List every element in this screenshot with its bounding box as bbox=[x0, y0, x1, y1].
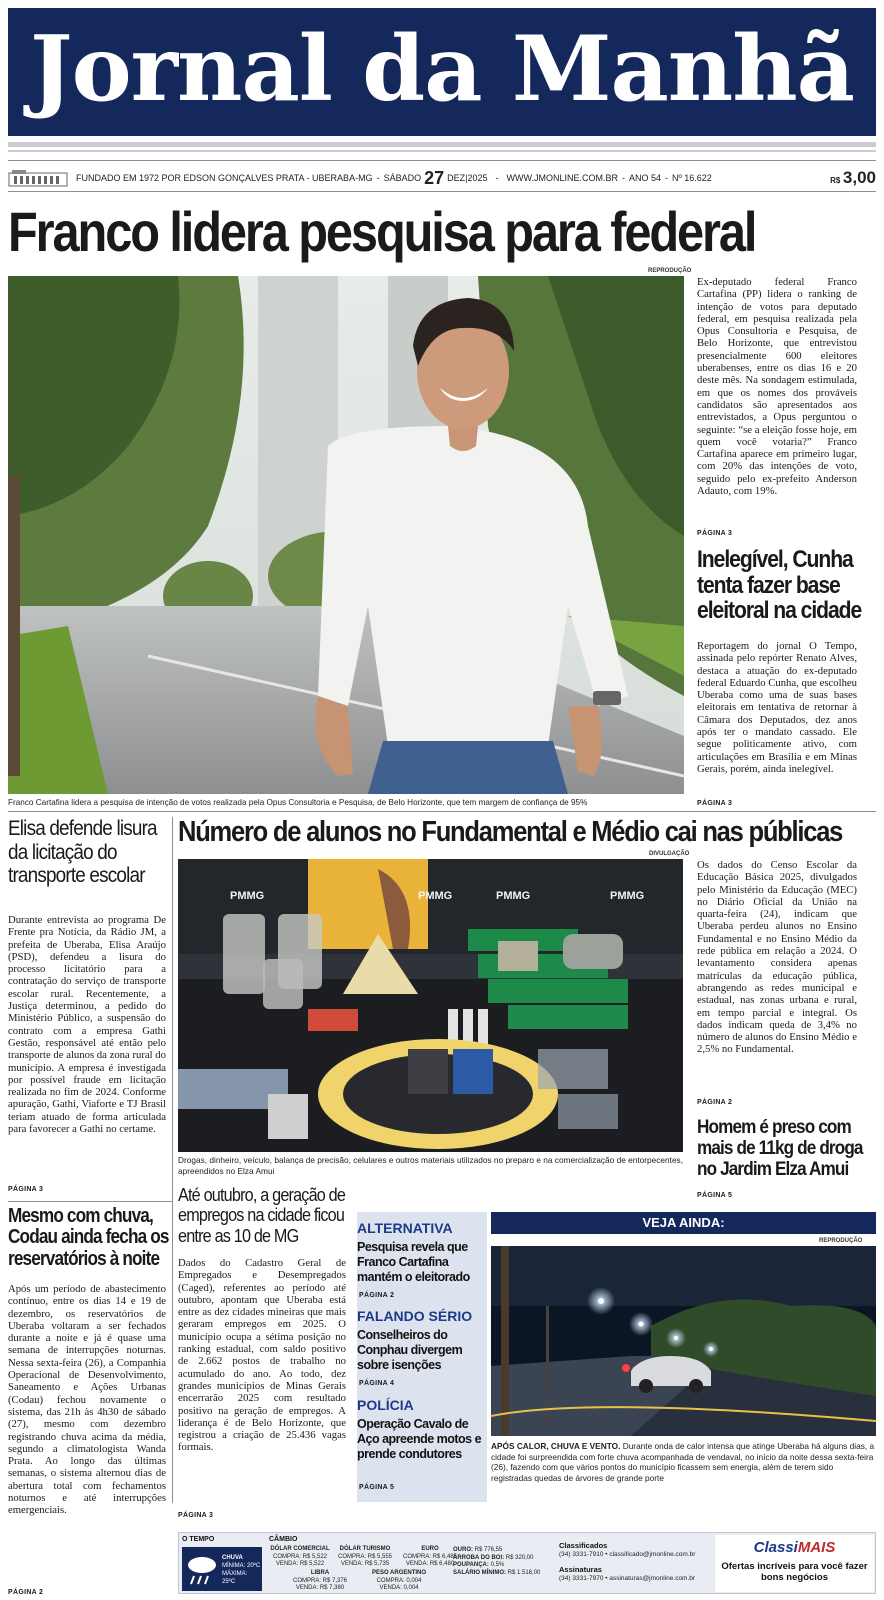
man-portrait-image bbox=[8, 276, 684, 794]
night-photo-credit: REPRODUÇÃO bbox=[819, 1238, 863, 1244]
night-photo-caption bbox=[491, 1441, 876, 1483]
teaser-section-alternativa[interactable]: ALTERNATIVA bbox=[357, 1220, 453, 1236]
teaser-section-falando-serio[interactable]: FALANDO SÉRIO bbox=[357, 1308, 473, 1324]
divider bbox=[8, 191, 876, 192]
subscriptions-label: Assinaturas bbox=[559, 1565, 602, 1574]
lead-photo[interactable] bbox=[8, 276, 684, 794]
codau-headline[interactable]: Mesmo com chuva, Codau ainda fecha os reservatórios à noite bbox=[8, 1205, 169, 1270]
divider bbox=[8, 811, 876, 812]
exchange-item: LIBRA COMPRA: R$ 7,376 VENDA: R$ 7,380 bbox=[292, 1570, 348, 1591]
elisa-body: Durante entrevista ao programa De Frente pra Notícia, da Rádio JM, a prefeita de Uberaba, Elisa Araújo (PSD), defendeu a lisura do processo licitatório para a contratação do serviço de transporte escolar rural. Recentemente, a Justiça determinou, a pedido do Ministério Público, a suspensão do contrato com a empresa Gathi Gestão, responsável até então pelo transporte de alunos da zona rural do município. A empresa é investigada por possível fraude em licitação realizada no fim de 2024. Conforme apuração, Gathi, Viaforte e TJ Brasil teriam atuado de forma articulada para favorecer a Gathi no certame. bbox=[8, 914, 166, 1136]
lead-body: Ex-deputado federal Franco Cartafina (PP) lidera o ranking de intenção de votos para deputado federal, em pesquisa realizada pela Opus Consultoria e Pesquisa, de Belo Horizonte, que entrevistou presencialmente 600 eleitores uberabenses, entre os dias 16 e 20 deste mês. Na sondagem estimulada, em que os nomes dos prováveis candidatos são apresentados aos entrevistados, a Opus perguntou o seguinte: “se a eleição fosse hoje, em quem você votaria?” Franco Cartafina aparece em primeiro lugar, com 20% das intenções de voto, seguido pelo ex-prefeito Anderson Adauto, com 19%. bbox=[697, 276, 857, 498]
weather-label: O TEMPO bbox=[182, 1536, 215, 1543]
lead-page-ref[interactable]: PÁGINA 3 bbox=[697, 530, 733, 537]
teaser-headline-falando-serio[interactable]: Conselheiros do Conphau divergem sobre isenções bbox=[357, 1328, 463, 1372]
teaser-page-ref[interactable]: PÁGINA 2 bbox=[359, 1292, 395, 1299]
teaser-headline-alternativa[interactable]: Pesquisa revela que Franco Cartafina mantém o eleitorado bbox=[357, 1240, 470, 1284]
alunos-page-ref[interactable]: PÁGINA 2 bbox=[697, 1099, 733, 1106]
drugs-photo[interactable] bbox=[178, 859, 683, 1152]
price-currency: R$ bbox=[830, 176, 841, 185]
founded-text: FUNDADO EM 1972 POR EDSON GONÇALVES PRATA - UBERABA-MG bbox=[76, 173, 373, 183]
classifieds-label: Classificados bbox=[559, 1541, 608, 1550]
weather-condition: CHUVA bbox=[222, 1555, 243, 1561]
classimais-tagline: Ofertas incríveis para você fazer bons negócios bbox=[721, 1561, 868, 1583]
codau-body: Após um período de abastecimento contínuo, entre os dias 14 e 19 de dezembro, os reservatórios de Uberaba voltaram a ser fechados durante a noite e já é quase uma semana de interrupções noturnas. Nessa sexta-feira (26), a Companhia Operacional de Desenvolvimento, Saneamento e Ações Urbanas (Codau) fechou novamente o sistema, das 21h às 4h30 de sábado (27), mesmo com dezembro registrando chuva acima da média, segundo a climatologista Wanda Prata. Ao longo das últimas semanas, o sistema alternou dias de abertura total com fechamentos noturnos e até interrupções emergenciais. bbox=[8, 1283, 166, 1517]
pmmg-banner-text: PMMG bbox=[610, 890, 645, 902]
indices: OURO: R$ 776,55 ARROBA DO BOI: R$ 320,00 POUPANÇA: 0,5% SALÁRIO MÍNIMO: R$ 1.518,00 bbox=[453, 1547, 541, 1576]
subscriptions-contact[interactable]: (34) 3331-7970 • assinaturas@jmonline.com.br bbox=[559, 1575, 696, 1582]
teaser-page-ref[interactable]: PÁGINA 4 bbox=[359, 1380, 395, 1387]
classifieds-contact[interactable]: (34) 3331-7910 • classificado@jmonline.com.br bbox=[559, 1551, 696, 1558]
month-year: DEZ|2025 bbox=[447, 173, 488, 183]
price bbox=[830, 168, 876, 188]
newspaper-title: Jornal da Manhã bbox=[29, 16, 854, 122]
empregos-headline[interactable]: Até outubro, a geração de empregos na cidade ficou entre as 10 de MG bbox=[178, 1185, 346, 1246]
seized-items-image bbox=[178, 859, 683, 1152]
classimais-ad[interactable] bbox=[715, 1535, 874, 1592]
pmmg-banner-text: PMMG bbox=[496, 890, 531, 902]
caption-text: Durante onda de calor intensa que atinge Uberaba há alguns dias, a cidade foi surpreendida com forte chuva acompanhada de vendaval, no início da noite dessa sexta-feira (26), fazendo com que vários pontos do município ficassem sem energia, além de terem sido registradas quedas de árvores de grande porte bbox=[491, 1441, 875, 1483]
divider bbox=[8, 1201, 172, 1202]
veja-ainda-banner: VEJA AINDA: bbox=[491, 1212, 876, 1234]
empregos-body: Dados do Cadastro Geral de Empregados e Desempregados (Caged), referentes ao período até outubro, apontam que Uberaba está entre as dez cidades mineiras que mais geraram empregos em 2025. O município ocupa a sétima posição no ranking estadual, com saldo positivo de 2.662 postos de trabalho no acumulado do ano. Ao todo, dez grandes municípios de Minas Gerais encerrarão 2025 com resultado positivo na geração de empregos. A liderança é de Belo Horizonte, que registrou a criação de 25.436 vagas formais. bbox=[178, 1257, 346, 1454]
building-icon bbox=[8, 169, 68, 187]
masthead-rule-thin bbox=[8, 150, 876, 152]
teaser-section-policia[interactable]: POLÍCIA bbox=[357, 1397, 414, 1413]
caption-lead: APÓS CALOR, CHUVA E VENTO. bbox=[491, 1441, 621, 1451]
section-teasers bbox=[357, 1212, 487, 1502]
exchange-item: DÓLAR COMERCIAL COMPRA: R$ 5,522 VENDA: R$ 5,522 bbox=[270, 1546, 330, 1567]
pmmg-banner-text: PMMG bbox=[230, 890, 265, 902]
masthead-rule bbox=[8, 142, 876, 147]
lead-headline[interactable]: Franco lidera pesquisa para federal bbox=[8, 200, 756, 263]
website[interactable]: WWW.JMONLINE.COM.BR bbox=[506, 173, 618, 183]
empregos-page-ref[interactable]: PÁGINA 3 bbox=[178, 1512, 214, 1519]
alunos-headline[interactable]: Número de alunos no Fundamental e Médio cai nas públicas bbox=[178, 816, 843, 848]
masthead bbox=[8, 8, 876, 136]
weather-min: MÍNIMA: 20ºC bbox=[222, 1563, 261, 1569]
exchange-item: PESO ARGENTINO COMPRA: 0,004 VENDA: 0,004 bbox=[371, 1570, 427, 1591]
divider bbox=[8, 160, 876, 161]
drugs-photo-credit: DIVULGAÇÃO bbox=[649, 851, 690, 857]
weather-max: MÁXIMA: 25ºC bbox=[222, 1571, 248, 1585]
exchange-label: CÂMBIO bbox=[269, 1536, 298, 1543]
rain-cloud-icon bbox=[185, 1551, 221, 1587]
elisa-page-ref[interactable]: PÁGINA 3 bbox=[8, 1186, 44, 1193]
day-number: 27 bbox=[424, 167, 445, 188]
price-value: 3,00 bbox=[842, 168, 876, 187]
lead-photo-caption: Franco Cartafina lidera a pesquisa de intenção de votos realizada pela Opus Consultoria e Pesquisa, de Belo Horizonte, que tem margem de confiança de 95% bbox=[8, 798, 588, 807]
bottom-info-bar bbox=[178, 1532, 876, 1594]
cunha-page-ref[interactable]: PÁGINA 3 bbox=[697, 800, 733, 807]
elisa-headline[interactable]: Elisa defende lisura da licitação do transporte escolar bbox=[8, 817, 157, 888]
year: ANO 54 bbox=[628, 173, 661, 183]
weather-box bbox=[182, 1547, 262, 1591]
exchange-item: EURO COMPRA: R$ 6,485 VENDA: R$ 6,480 bbox=[402, 1546, 458, 1567]
night-street-image bbox=[491, 1246, 876, 1436]
info-bar: FUNDADO EM 1972 POR EDSON GONÇALVES PRATA - UBERABA-MG - SÁBADO 27 DEZ|2025 - WWW.JMONLINE.COM.BR - ANO 54 - Nº 16.622 R$ 3,00 bbox=[8, 168, 876, 188]
teaser-headline-policia[interactable]: Operação Cavalo de Aço apreende motos e prende condutores bbox=[357, 1417, 482, 1461]
teaser-page-ref[interactable]: PÁGINA 5 bbox=[359, 1484, 395, 1491]
issue-number: Nº 16.622 bbox=[671, 173, 712, 183]
pmmg-banner-text: PMMG bbox=[418, 890, 453, 902]
cunha-body: Reportagem do jornal O Tempo, assinada pelo repórter Renato Alves, destaca a atuação do ex-deputado federal Eduardo Cunha, que escolheu Uberaba como uma de suas bases eleitorais em tentativa de retornar à Câmara dos Deputados, dez anos após ter o mandato cassado. Ele segue politicamente ativo, com articulações em Brasília e em Minas Gerais, porém, ainda inelegível. bbox=[697, 640, 857, 775]
exchange-item: DÓLAR TURISMO COMPRA: R$ 5,555 VENDA: R$ 5,735 bbox=[337, 1546, 393, 1567]
cunha-headline[interactable]: Inelegível, Cunha tenta fazer base eleitoral na cidade bbox=[697, 546, 862, 625]
classimais-logo: ClassiMAIS bbox=[753, 1539, 836, 1556]
night-storm-photo[interactable] bbox=[491, 1246, 876, 1436]
drugs-photo-caption: Drogas, dinheiro, veículo, balança de precisão, celulares e outros materiais utilizados no preparo e na comercialização de entorpecentes, apreendidos no Elza Amui bbox=[178, 1155, 684, 1176]
codau-page-ref[interactable]: PÁGINA 2 bbox=[8, 1589, 44, 1596]
column-divider bbox=[172, 817, 173, 1503]
preso-headline[interactable]: Homem é preso com mais de 11kg de droga no Jardim Elza Amui bbox=[697, 1116, 863, 1180]
photo-credit: REPRODUÇÃO bbox=[648, 268, 692, 274]
alunos-body: Os dados do Censo Escolar da Educação Básica 2025, divulgados pelo Ministério da Educação (MEC) no Diário Oficial da União na quarta-feira (24), indicam que Uberaba perdeu alunos no Ensino Fundamental e no Ensino Médio da rede pública em relação a 2024. O levantamento considera apenas matrículas da educação pública, abrangendo as redes municipal e estadual, nas zonas urbana e rural, em tempo parcial e integral. Os dados indicam queda de 3,4% no número de alunos do Ensino Médio e 2,5% no Fundamental. bbox=[697, 859, 857, 1056]
preso-page-ref[interactable]: PÁGINA 5 bbox=[697, 1192, 733, 1199]
weekday: SÁBADO bbox=[383, 173, 422, 183]
